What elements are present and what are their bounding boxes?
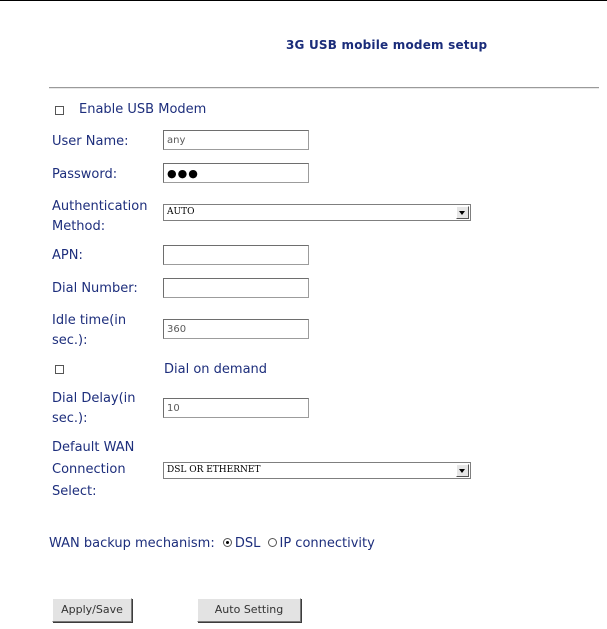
- dial-on-demand-label: Dial on demand: [164, 362, 268, 377]
- default-wan-label-line3: Select:: [52, 484, 97, 499]
- default-wan-select[interactable]: [163, 462, 471, 479]
- dial-delay-label-line2: sec.):: [52, 411, 88, 426]
- user-name-label: User Name:: [52, 134, 129, 149]
- dial-number-input[interactable]: [163, 278, 309, 298]
- default-wan-value: DSL OR ETHERNET: [167, 465, 261, 475]
- password-input[interactable]: [163, 163, 309, 183]
- wan-backup-row: [49, 534, 375, 554]
- chevron-down-icon[interactable]: [456, 464, 469, 477]
- idle-time-label-line1: Idle time(in: [52, 313, 127, 328]
- dial-on-demand-checkbox[interactable]: [55, 365, 64, 374]
- page-title: 3G USB mobile modem setup: [286, 38, 488, 52]
- apn-input[interactable]: [163, 245, 309, 265]
- auth-method-label-line2: Method:: [52, 219, 106, 234]
- user-name-input[interactable]: [163, 130, 309, 150]
- idle-time-label-line2: sec.):: [52, 333, 88, 348]
- wan-backup-dsl-radio[interactable]: [223, 538, 232, 547]
- auto-setting-button[interactable]: Auto Setting: [197, 598, 301, 622]
- dial-delay-label-line1: Dial Delay(in: [52, 391, 136, 406]
- idle-time-input[interactable]: [163, 319, 309, 339]
- dial-number-label: Dial Number:: [52, 281, 138, 296]
- title-divider: [49, 87, 599, 89]
- wan-backup-ip-label: IP connectivity: [279, 536, 375, 551]
- auth-method-value: AUTO: [167, 207, 195, 217]
- enable-usb-modem-checkbox[interactable]: [55, 106, 64, 115]
- enable-usb-modem-label: Enable USB Modem: [79, 102, 207, 117]
- wan-backup-label: WAN backup mechanism:: [49, 536, 215, 551]
- auth-method-select[interactable]: [163, 204, 471, 221]
- chevron-down-icon[interactable]: [456, 206, 469, 219]
- apn-label: APN:: [52, 248, 83, 263]
- auth-method-label-line1: Authentication: [52, 199, 148, 214]
- default-wan-label-line1: Default WAN: [52, 440, 135, 455]
- dial-delay-input[interactable]: [163, 398, 309, 418]
- password-label: Password:: [52, 167, 118, 182]
- default-wan-label-line2: Connection: [52, 462, 126, 477]
- wan-backup-ip-radio[interactable]: [268, 538, 277, 547]
- apply-save-button[interactable]: Apply/Save: [52, 598, 132, 622]
- wan-backup-dsl-label: DSL: [234, 536, 261, 551]
- top-border: [0, 0, 607, 1]
